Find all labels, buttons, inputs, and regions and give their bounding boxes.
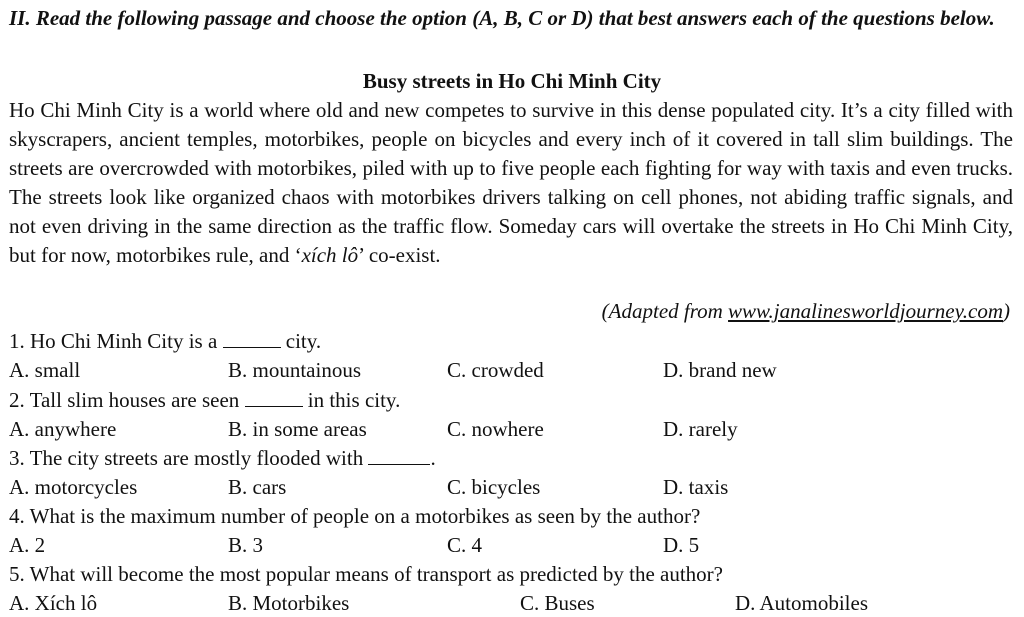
question-2-text-end: in this city. xyxy=(302,388,401,412)
answer-blank xyxy=(223,331,281,348)
question-4-option-c[interactable]: C. 4 xyxy=(447,533,483,557)
question-3-option-a[interactable]: A. motorcycles xyxy=(9,475,138,499)
passage-italic-term: xích lô xyxy=(301,243,359,267)
question-2-text: 2. Tall slim houses are seen xyxy=(9,388,245,412)
reading-passage xyxy=(9,96,1013,270)
question-1-stem xyxy=(9,327,321,355)
question-3-option-c[interactable]: C. bicycles xyxy=(447,475,541,499)
question-2-option-a[interactable]: A. anywhere xyxy=(9,417,117,441)
question-3-stem xyxy=(9,444,436,472)
question-2-option-d[interactable]: D. rarely xyxy=(663,417,738,441)
passage-text-end: ’ co-exist. xyxy=(358,243,441,267)
passage-title: Busy streets in Ho Chi Minh City xyxy=(362,69,662,93)
source-suffix: ) xyxy=(1003,299,1010,323)
question-1-text-end: city. xyxy=(280,329,322,353)
source-url: www.janalinesworldjourney.com xyxy=(728,299,1003,323)
question-5-stem xyxy=(9,560,723,588)
passage-text: Ho Chi Minh City is a world where old and new competes to survive in this dense populated city. It’s a city filled with skyscrapers, ancient temples, motorbikes, people on bicycles and every inch of it covered in tall slim buildings. The streets are overcrowded with motorbikes, piled with up to five people each fighting for way with taxis and even trucks. The streets look like organized chaos with motorbikes drivers talking on cell phones, not abiding traffic signals, and not even driving in the same direction as the traffic flow. Someday cars will overtake the streets in Ho Chi Minh City, but for now, motorbikes rule, and ‘ xyxy=(9,98,1013,267)
question-4-option-b[interactable]: B. 3 xyxy=(228,533,264,557)
answer-blank xyxy=(245,390,303,407)
question-4-stem xyxy=(9,502,700,530)
question-1-text: 1. Ho Chi Minh City is a xyxy=(9,329,223,353)
question-3-text-end: . xyxy=(430,446,436,470)
question-4-text: 4. What is the maximum number of people on a motorbikes as seen by the author? xyxy=(9,504,701,528)
question-5-option-d[interactable]: D. Automobiles xyxy=(735,591,869,615)
question-2-option-c[interactable]: C. nowhere xyxy=(447,417,544,441)
question-2-stem xyxy=(9,386,400,414)
section-instruction: II. Read the following passage and choose the option (A, B, C or D) that best answers each of the questions below. xyxy=(9,6,995,30)
source-prefix: (Adapted from xyxy=(601,299,729,323)
question-5-option-b[interactable]: B. Motorbikes xyxy=(228,591,350,615)
question-3-option-d[interactable]: D. taxis xyxy=(663,475,729,499)
question-1-option-a[interactable]: A. small xyxy=(9,358,81,382)
question-3-option-b[interactable]: B. cars xyxy=(228,475,287,499)
question-3-text: 3. The city streets are mostly flooded with xyxy=(9,446,369,470)
question-5-option-a[interactable]: A. Xích lô xyxy=(9,591,98,615)
question-5-option-c[interactable]: C. Buses xyxy=(520,591,595,615)
question-5-text: 5. What will become the most popular means of transport as predicted by the author? xyxy=(9,562,723,586)
question-4-option-a[interactable]: A. 2 xyxy=(9,533,46,557)
question-2-option-b[interactable]: B. in some areas xyxy=(228,417,367,441)
question-4-option-d[interactable]: D. 5 xyxy=(663,533,700,557)
source-citation xyxy=(602,297,1010,326)
answer-blank xyxy=(368,448,430,465)
question-1-option-d[interactable]: D. brand new xyxy=(663,358,777,382)
question-1-option-c[interactable]: C. crowded xyxy=(447,358,544,382)
question-1-option-b[interactable]: B. mountainous xyxy=(228,358,362,382)
